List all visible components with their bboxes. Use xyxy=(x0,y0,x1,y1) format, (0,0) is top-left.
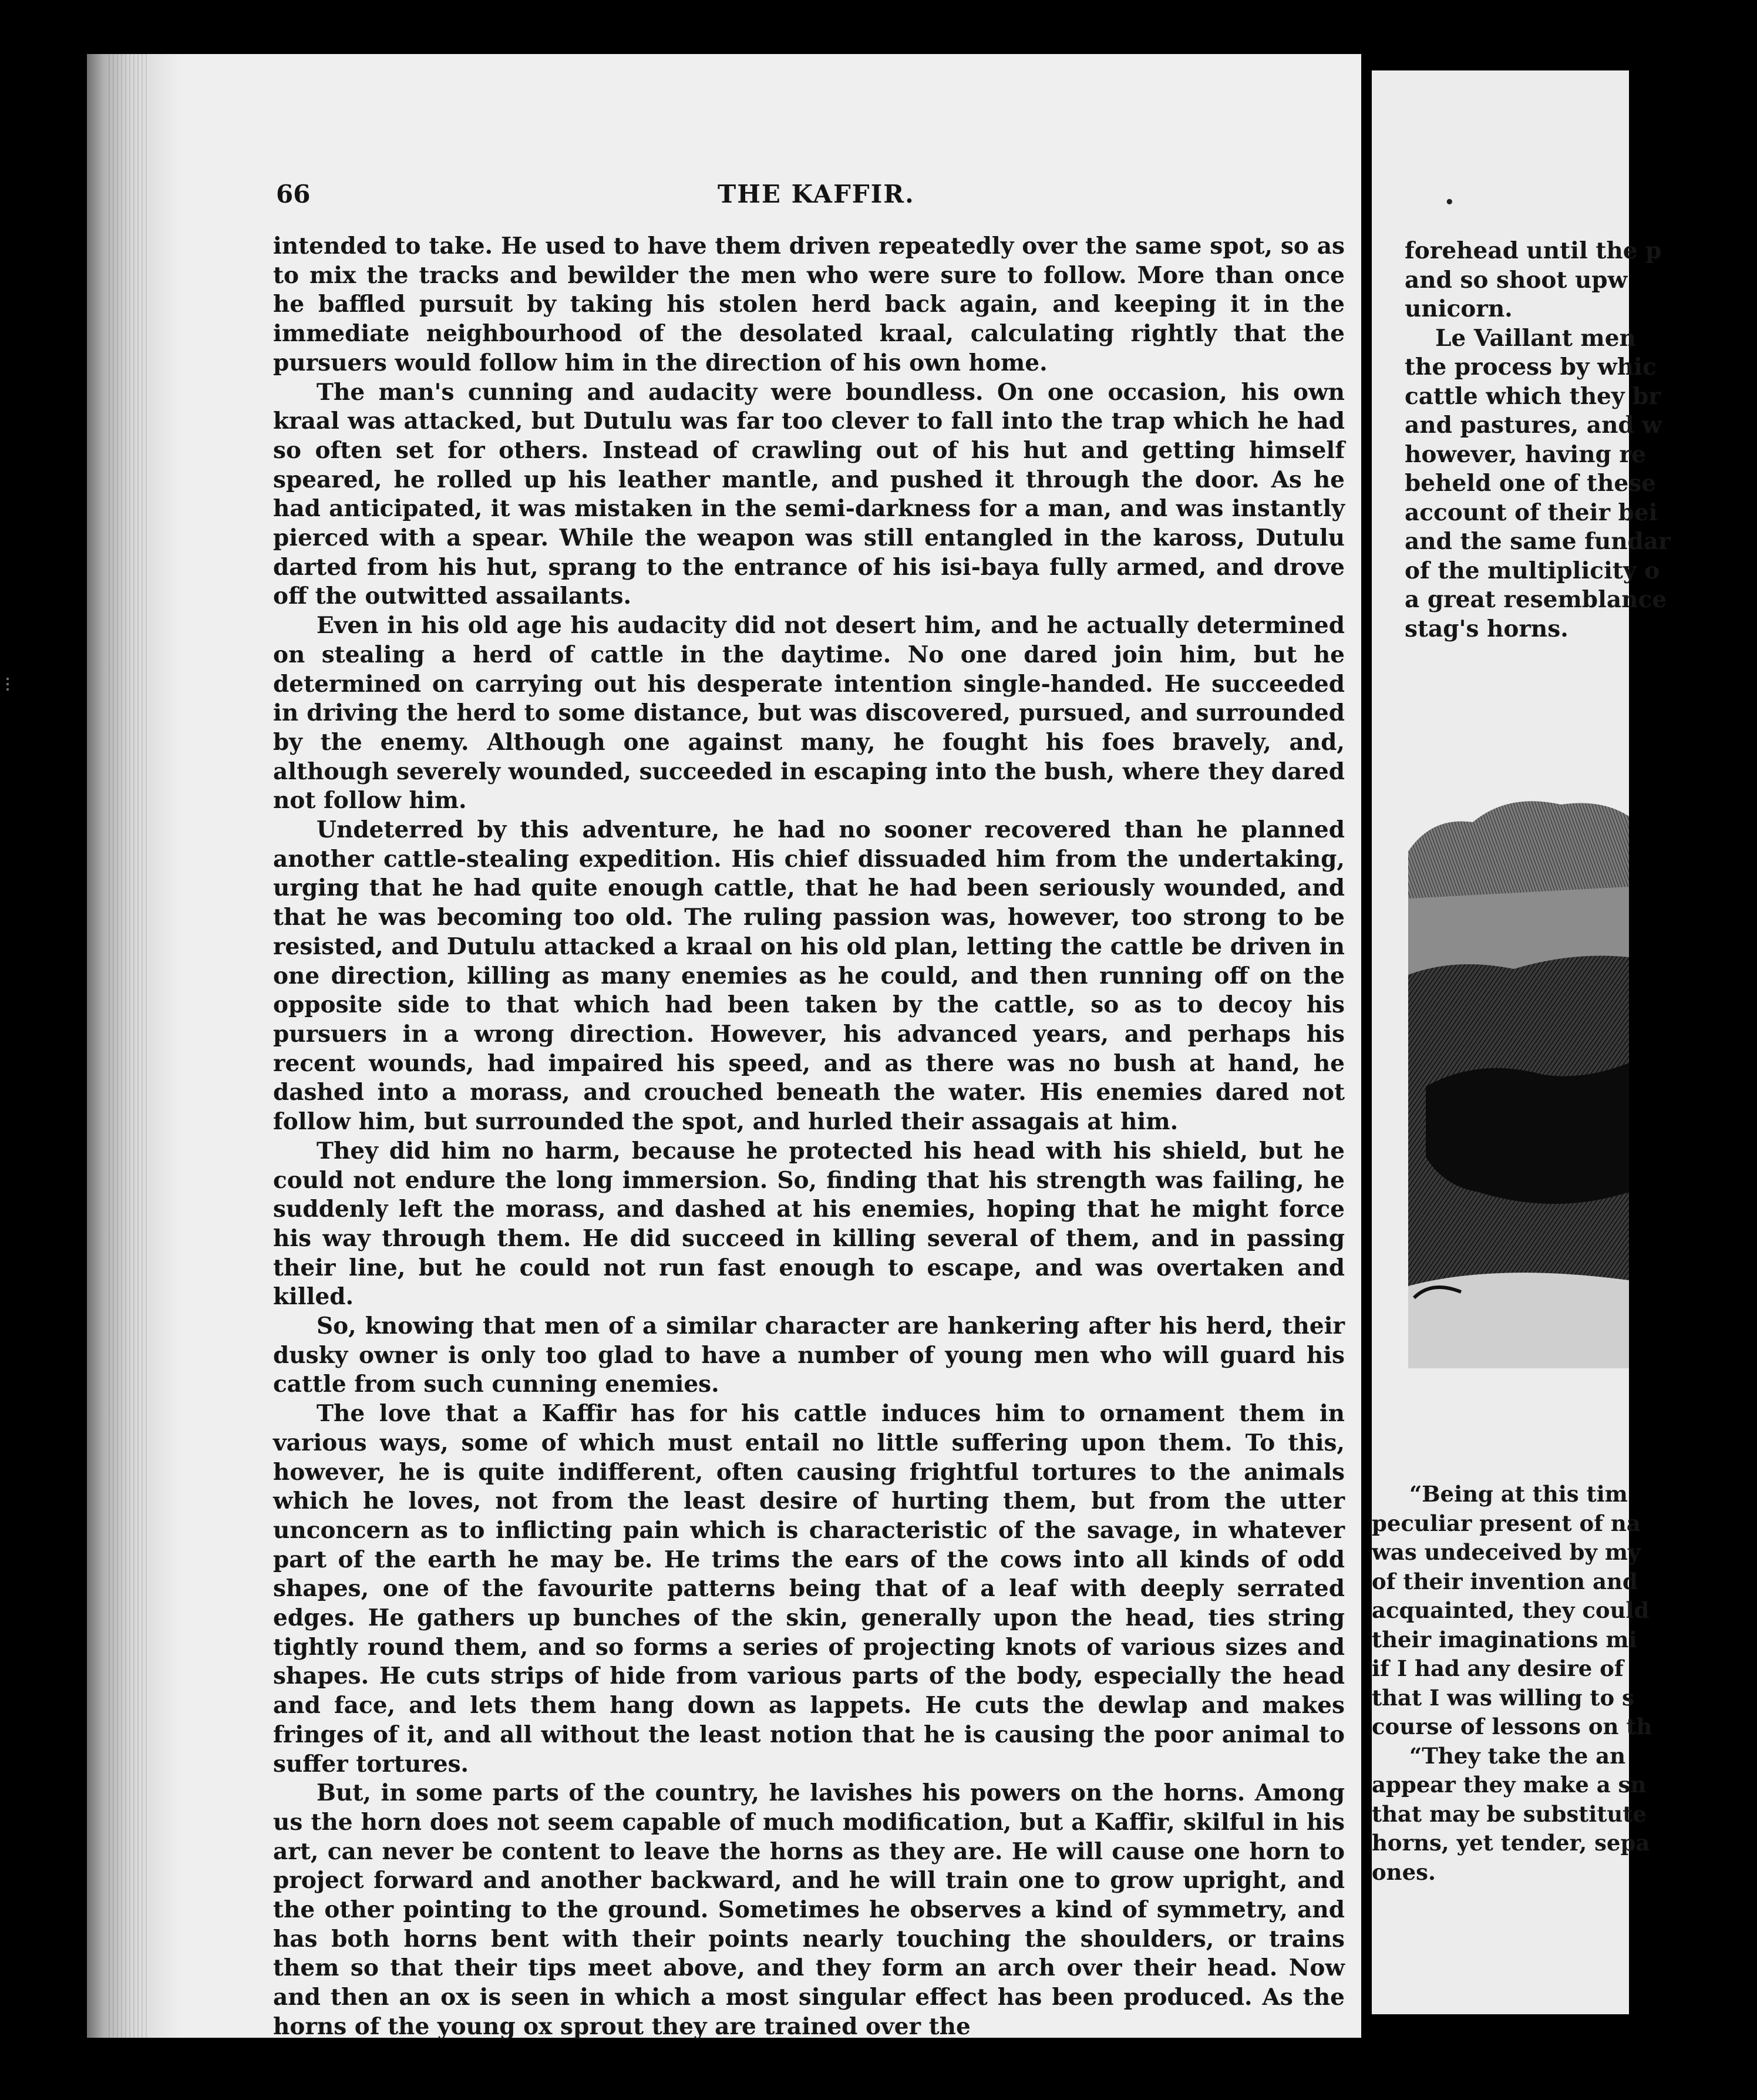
line: of the multiplicity o xyxy=(1405,557,1660,584)
paragraph: The love that a Kaffir has for his cattle induces him to ornament them in various ways, some of which must entail no little suffering upon them. To this, however, he is quite indifferent, often causing frightful tortures to the animals which he loves, not from the least desire of hurting them, but from the utter unconcern as to inflicting pain which is characteristic of the savage, in whatever part of the earth he may be. He trims the ears of the cows into all kinds of odd shapes, one of the favourite patterns being that of a leaf with deeply serrated edges. He gathers up bunches of the skin, generally upon the head, ties string tightly round them, and so forms a series of projecting knots of various sizes and shapes. He cuts strips of hide from various parts of the body, especially the head and face, and lets them hang down as lappets. He cuts the dewlap and makes fringes of it, and all without the least notion that he is causing the poor animal to suffer tortures. xyxy=(273,1400,1345,1778)
paragraph: intended to take. He used to have them driven repeatedly over the same spot, so as to mix the tracks and bewilder the men who were sure to follow. More than once he baffled pursuit by taking his stolen herd back again, and keeping it in the immediate neighbourhood of the desolated kraal, calculating rightly that the pursuers would follow him in the direction of his own home. xyxy=(273,233,1345,376)
line: course of lessons on th xyxy=(1372,1714,1652,1739)
facing-page-top-text xyxy=(1405,237,1757,644)
line: cattle which they br xyxy=(1405,382,1661,410)
paragraph: They did him no harm, because he protected his head with his shield, but he could not endure the long immersion. So, finding that his strength was failing, he suddenly left the morass, and dashed at his enemies, hoping that he might force his way through them. He did succeed in killing several of them, and in passing their line, but he could not run fast enough to escape, and was overtaken and killed. xyxy=(273,1137,1345,1311)
line: however, having re xyxy=(1405,440,1646,468)
line: and pastures, and w xyxy=(1405,412,1662,439)
running-head: THE KAFFIR. xyxy=(718,180,915,208)
line: “Being at this tim xyxy=(1409,1481,1628,1507)
line: and so shoot upw xyxy=(1405,266,1628,294)
line: of their invention and xyxy=(1372,1568,1638,1594)
line: peculiar present of na xyxy=(1372,1510,1641,1536)
paragraph: Undeterred by this adventure, he had no sooner recovered than he planned another cattle-stealing expedition. His chief dissuaded him from the undertaking, urging that he had quite enough cattle, that he had been seriously wounded, and that he was becoming too old. The ruling passion was, however, too strong to be resisted, and Dutulu attacked a kraal on his old plan, letting the cattle be driven in one direction, killing as many enemies as he could, and then running off on the opposite side to that which had been taken by the cattle, so as to decoy his pursuers in a wrong direction. However, his advanced years, and perhaps his recent wounds, had impaired his speed, and as there was no bush at hand, he dashed into a morass, and crouched beneath the water. His enemies dared not follow him, but surrounded the spot, and hurled their assagais at him. xyxy=(273,816,1345,1136)
line: their imaginations mi xyxy=(1372,1626,1637,1653)
speck-mark: • xyxy=(1445,194,1455,211)
facing-page-bottom-text xyxy=(1372,1480,1724,1887)
paragraph: The man's cunning and audacity were boundless. On one occasion, his own kraal was attacked, but Dutulu was far too clever to fall into the trap which he had so often set for others. Instead of crawling out of his hut and getting himself speared, he rolled up his leather mantle, and pushed it through the door. As he had anticipated, it was mistaken in the semi-darkness for a man, and was instantly pierced with a spear. While the weapon was still entangled in the kaross, Dutulu darted from his hut, sprang to the entrance of his isi-baya fully armed, and drove off the outwitted assailants. xyxy=(273,378,1345,610)
line: account of their bei xyxy=(1405,499,1658,526)
line: that may be substitute xyxy=(1372,1801,1647,1827)
line: was undeceived by my xyxy=(1372,1539,1641,1565)
line: a great resemblance xyxy=(1405,586,1667,613)
paragraph: So, knowing that men of a similar character are hankering after his herd, their dusky owner is only too glad to have a number of young men who will guard his cattle from such cunning enemies. xyxy=(273,1312,1345,1398)
line: ones. xyxy=(1372,1859,1436,1885)
line: horns, yet tender, sepa xyxy=(1372,1830,1650,1856)
line: “They take the an xyxy=(1409,1742,1626,1769)
page-number: 66 xyxy=(276,180,311,208)
paragraph: But, in some parts of the country, he lavishes his powers on the horns. Among us the horn does not seem capable of much modification, but a Kaffir, skilful in his art, can never be content to leave the horns as they are. He will cause one horn to project forward and another backward, and he will train one to grow upright, and the other pointing to the ground. Sometimes he observes a kind of symmetry, and has both horns bent with their points nearly touching the shoulders, or trains them so that their tips meet above, and they form an arch over their head. Now and then an ox is seen in which a most singular effect has been produced. As the horns of the young ox sprout they are trained over the xyxy=(273,1779,1345,2040)
line: beheld one of these xyxy=(1405,470,1656,497)
line: forehead until the p xyxy=(1405,237,1662,264)
line: the process by whic xyxy=(1405,354,1657,381)
line: Le Vaillant men xyxy=(1435,324,1636,352)
line: that I was willing to s xyxy=(1372,1684,1634,1711)
engraving-illustration xyxy=(1408,781,1629,1368)
body-text xyxy=(273,232,1345,2042)
page-edges xyxy=(109,54,150,2038)
line: if I had any desire of xyxy=(1372,1655,1624,1681)
paragraph: Even in his old age his audacity did not desert him, and he actually determined on stealing a herd of cattle in the daytime. No one dared join him, but he determined on carrying out his desperate intention single-handed. He succeeded in driving the herd to some distance, but was discovered, pursued, and surrounded by the enemy. Although one against many, he fought his foes bravely, and, although severely wounded, succeeded in escaping into the bush, where they dared not follow him. xyxy=(273,612,1345,815)
line: stag's horns. xyxy=(1405,615,1568,642)
line: appear they make a sn xyxy=(1372,1772,1647,1798)
line: acquainted, they could xyxy=(1372,1597,1650,1623)
line: and the same fundar xyxy=(1405,528,1671,555)
scan-artifact: ⋮ xyxy=(0,675,15,693)
line: unicorn. xyxy=(1405,295,1513,322)
